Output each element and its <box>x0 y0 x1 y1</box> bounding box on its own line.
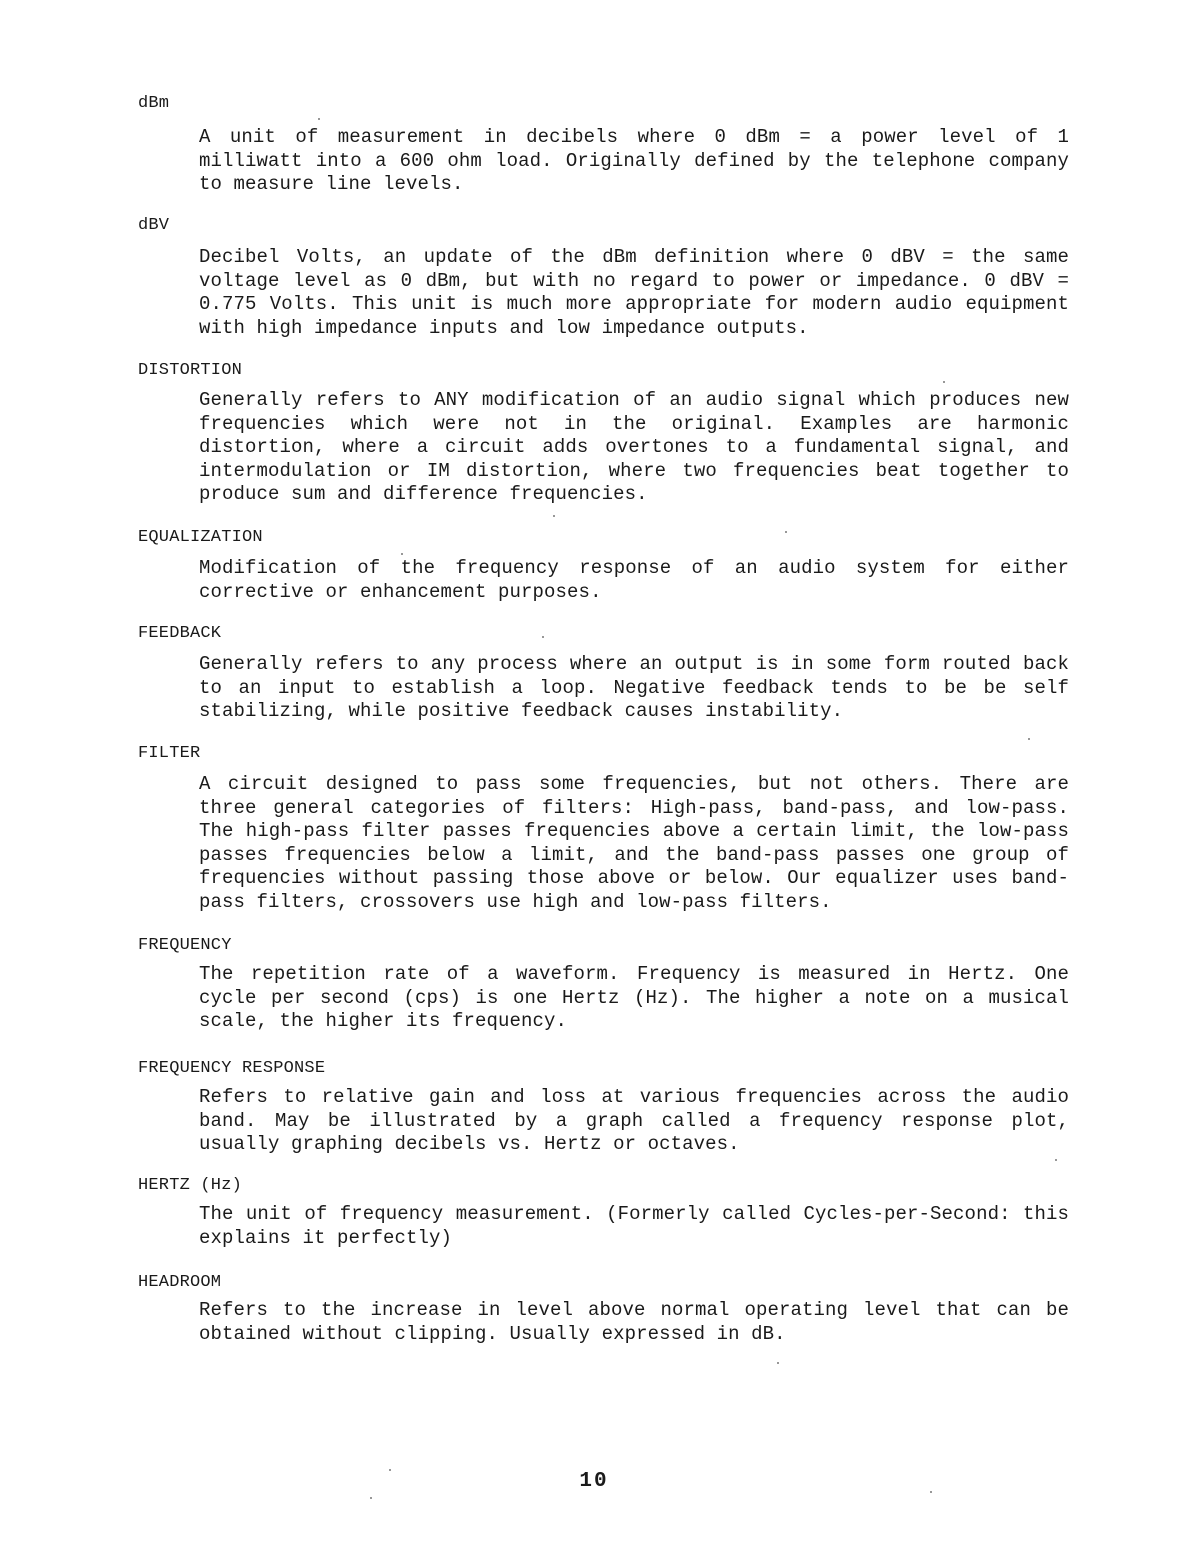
glossary-definition-feedback: Generally refers to any process where an output is in some form routed back to an input to establish a loop. Negative feedback tends to be be self stabilizing, while positive feedback causes instability. <box>199 653 1069 722</box>
scan-speck <box>1028 738 1030 740</box>
glossary-definition-dbv: Decibel Volts, an update of the dBm definition where 0 dBV = the same voltage level as 0 dBm, but with no regard to power or impedance. 0 dBV = 0.775 Volts. This unit is much more appropriate for modern audio equipment with high impedance inputs and low impedance outputs. <box>199 246 1069 339</box>
scan-speck <box>389 1469 391 1471</box>
glossary-definition-frequency-response: Refers to relative gain and loss at various frequencies across the audio band. May be illustrated by a graph called a frequency response plot, usually graphing decibels vs. Hertz or octaves. <box>199 1086 1069 1155</box>
glossary-term-headroom: HEADROOM <box>138 1273 222 1292</box>
scan-speck <box>930 1491 932 1493</box>
glossary-definition-dbm: A unit of measurement in decibels where 0 dBm = a power level of 1 milliwatt into a 600 ohm load. Originally defined by the telephone company to measure line levels. <box>199 126 1069 195</box>
glossary-term-dbv: dBV <box>138 216 170 235</box>
glossary-definition-frequency: The repetition rate of a waveform. Frequency is measured in Hertz. One cycle per second (cps) is one Hertz (Hz). The higher a note on a musical scale, the higher its frequency. <box>199 963 1069 1032</box>
glossary-definition-equalization: Modification of the frequency response of an audio system for either corrective or enhancement purposes. <box>199 557 1069 603</box>
scan-speck <box>1055 1159 1057 1161</box>
scan-speck <box>553 515 555 517</box>
glossary-term-distortion: DISTORTION <box>138 361 243 380</box>
scan-speck <box>370 1497 372 1499</box>
scan-speck <box>943 381 945 383</box>
scan-speck <box>542 636 544 638</box>
scan-speck <box>785 531 787 533</box>
glossary-definition-headroom: Refers to the increase in level above normal operating level that can be obtained without clipping. Usually expressed in dB. <box>199 1299 1069 1345</box>
glossary-term-equalization: EQUALIZATION <box>138 528 263 547</box>
glossary-term-hertz: HERTZ (Hz) <box>138 1176 243 1195</box>
glossary-definition-distortion: Generally refers to ANY modification of an audio signal which produces new frequencies which were not in the original. Examples are harmonic distortion, where a circuit adds overtones to a fundamental signal, and intermodulation or IM distortion, where two frequencies beat together to produce sum and difference frequencies. <box>199 389 1069 505</box>
glossary-term-feedback: FEEDBACK <box>138 624 222 643</box>
glossary-term-dbm: dBm <box>138 94 170 113</box>
scan-speck <box>401 553 403 555</box>
scan-speck <box>777 1362 779 1364</box>
glossary-definition-filter: A circuit designed to pass some frequencies, but not others. There are three general categories of filters: High-pass, band-pass, and low-pass. The high-pass filter passes frequencies above a certain limit, the low-pass passes frequencies below a limit, and the band-pass passes one group of frequencies without passing those above or below. Our equalizer uses band-pass filters, crossovers use high and low-pass filters. <box>199 773 1069 913</box>
glossary-term-frequency: FREQUENCY <box>138 936 232 955</box>
scan-speck <box>318 118 320 120</box>
glossary-term-frequency-response: FREQUENCY RESPONSE <box>138 1059 326 1078</box>
glossary-term-filter: FILTER <box>138 744 201 763</box>
glossary-definition-hertz: The unit of frequency measurement. (Formerly called Cycles-per-Second: this explains it perfectly) <box>199 1203 1069 1249</box>
page-number: 10 <box>579 1470 609 1493</box>
